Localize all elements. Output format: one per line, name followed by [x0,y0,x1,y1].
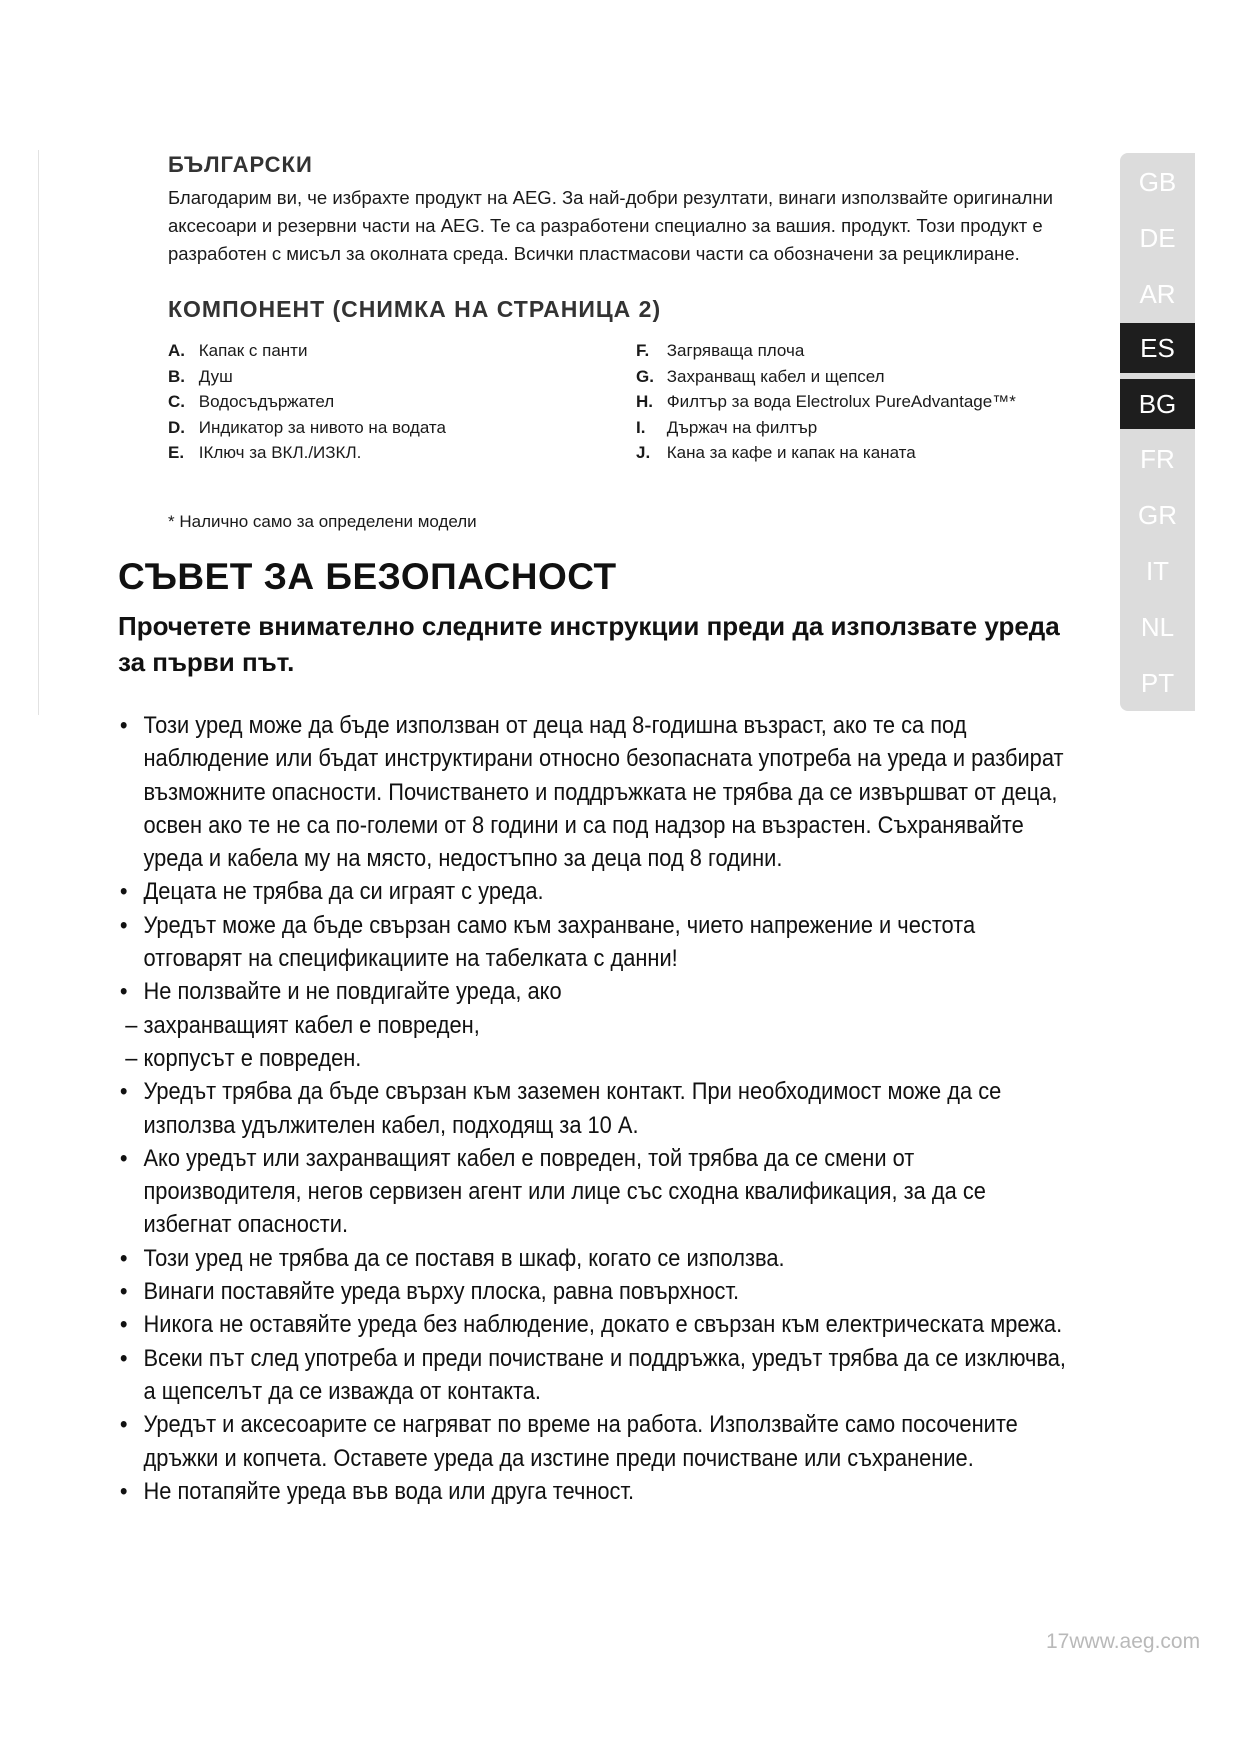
safety-title: СЪВЕТ ЗА БЕЗОПАСНОСТ [118,556,617,597]
safety-instructions-list [118,709,1078,1508]
component-label: Капак с панти [198,341,308,360]
tab-ar[interactable]: AR [1139,279,1176,309]
page-number-url: 17www.aeg.com [1046,1630,1201,1653]
page-margin-rule [38,150,39,715]
component-label: IКлюч за ВКЛ./ИЗКЛ. [198,443,362,462]
component-letter: H. [636,392,653,411]
component-item [168,389,608,415]
component-label: Индикатор за нивото на водата [198,417,446,437]
intro-paragraph: Благодарим ви, че избрахте продукт на AEG. За най-добри резултати, винаги използвайте оригинални аксесоари и резервни части на AEG. Те са разработени специално за вашия. продукт. Този продукт е разработен с мисъл за околната среда. Всички пластмасови части са обозначени за рециклиране. [168,187,1054,264]
tab-bg[interactable]: BG [1120,379,1195,429]
component-letter: C. [168,392,185,411]
safety-item: • Винаги поставяйте уреда върху плоска, равна повърхност. [118,1275,1078,1308]
safety-subtitle: Прочетете внимателно следните инструкции преди да използвате уреда за първи път. [118,611,1060,677]
intro-section [168,152,1098,268]
component-letter: A. [168,341,185,360]
component-letter: J. [636,443,651,462]
tab-nl[interactable]: NL [1140,612,1175,642]
availability-footnote: * Налично само за определени модели [168,512,477,531]
component-item [636,364,1096,390]
language-tab-strip [1120,153,1195,711]
safety-item: • Всеки път след употреба и преди почистване и поддръжка, уредът трябва да се изключва, а щепселът да се изважда от контакта. [118,1342,1078,1409]
component-label: Захранващ кабел и щепсел [666,366,885,386]
component-item [636,415,1096,441]
safety-item: • Уредът може да бъде свързан само към захранване, чието напрежение и честота отговарят на спецификациите на табелката с данни! [118,909,1078,976]
safety-subitem: – захранващият кабел е повреден, [125,1011,480,1039]
component-label: Филтър за вода Electrolux PureAdvantage™* [666,392,1016,411]
tab-fr[interactable]: FR [1140,444,1175,474]
tab-gb[interactable]: GB [1138,167,1177,197]
component-item [636,338,1096,364]
component-item [636,440,1096,466]
tab-it[interactable]: IT [1145,556,1170,586]
tab-gr[interactable]: GR [1138,500,1177,530]
safety-item: • Ако уредът или захранващият кабел е повреден, той трябва да се смени от производителя, негов сервизен агент или лице със сходна квалификация, за да се избегнат опасности. [118,1142,1078,1242]
component-label: Водосъдържател [198,392,335,411]
tab-pt[interactable]: PT [1140,668,1175,698]
safety-item: • Уредът трябва да бъде свързан към заземен контакт. При необходимост може да се използва удължителен кабел, подходящ за 10 А. [118,1075,1078,1142]
tab-es[interactable]: ES [1120,323,1195,373]
safety-item: • Уредът и аксесоарите се нагряват по време на работа. Използвайте само посочените дръжки и копчета. Оставете уреда да изстине преди почистване или съхранение. [118,1408,1078,1475]
safety-subitem: – корпусът е повреден. [125,1044,362,1072]
component-letter: I. [636,417,646,437]
component-label: Загряваща плоча [666,341,805,360]
component-item [168,364,608,390]
component-item [168,440,608,466]
component-label: Душ [198,366,233,386]
component-letter: G. [636,366,654,386]
safety-item: • Този уред не трябва да се поставя в шкаф, когато се използва. [118,1242,1078,1275]
safety-item: • Не ползвайте и не повдигайте уреда, ако [118,975,1078,1008]
components-heading: КОМПОНЕНТ (СНИМКА НА СТРАНИЦА 2) [168,296,662,322]
component-letter: E. [168,443,185,462]
component-letter: B. [168,366,185,386]
component-item [168,338,608,364]
safety-item: • Никога не оставяйте уреда без наблюдение, докато е свързан към електрическата мрежа. [118,1308,1078,1341]
safety-item: • Този уред може да бъде използван от деца над 8-годишна възраст, ако те са под наблюдение или бъдат инструктирани относно безопасната употреба на уреда и разбират възможните опасности. Почистването и поддръжката не трябва да се извършват от деца, освен ако те не са по-големи от 8 години и са под надзор на възрастен. Съхранявайте уреда и кабела му на място, недостъпно за деца под 8 години. [118,709,1078,875]
language-heading: БЪЛГАРСКИ [168,152,313,177]
component-item [168,415,608,441]
tab-de[interactable]: DE [1139,223,1176,253]
safety-item: • Не потапяйте уреда във вода или друга течност. [118,1475,1078,1508]
component-label: Кана за кафе и капак на каната [666,443,916,462]
safety-item: • Децата не трябва да си играят с уреда. [118,875,1078,908]
component-item [636,389,1096,415]
component-letter: D. [168,417,185,437]
component-label: Държач на филтър [666,417,818,437]
components-list-left [168,338,608,466]
component-letter: F. [636,341,650,360]
components-list-right [636,338,1096,466]
